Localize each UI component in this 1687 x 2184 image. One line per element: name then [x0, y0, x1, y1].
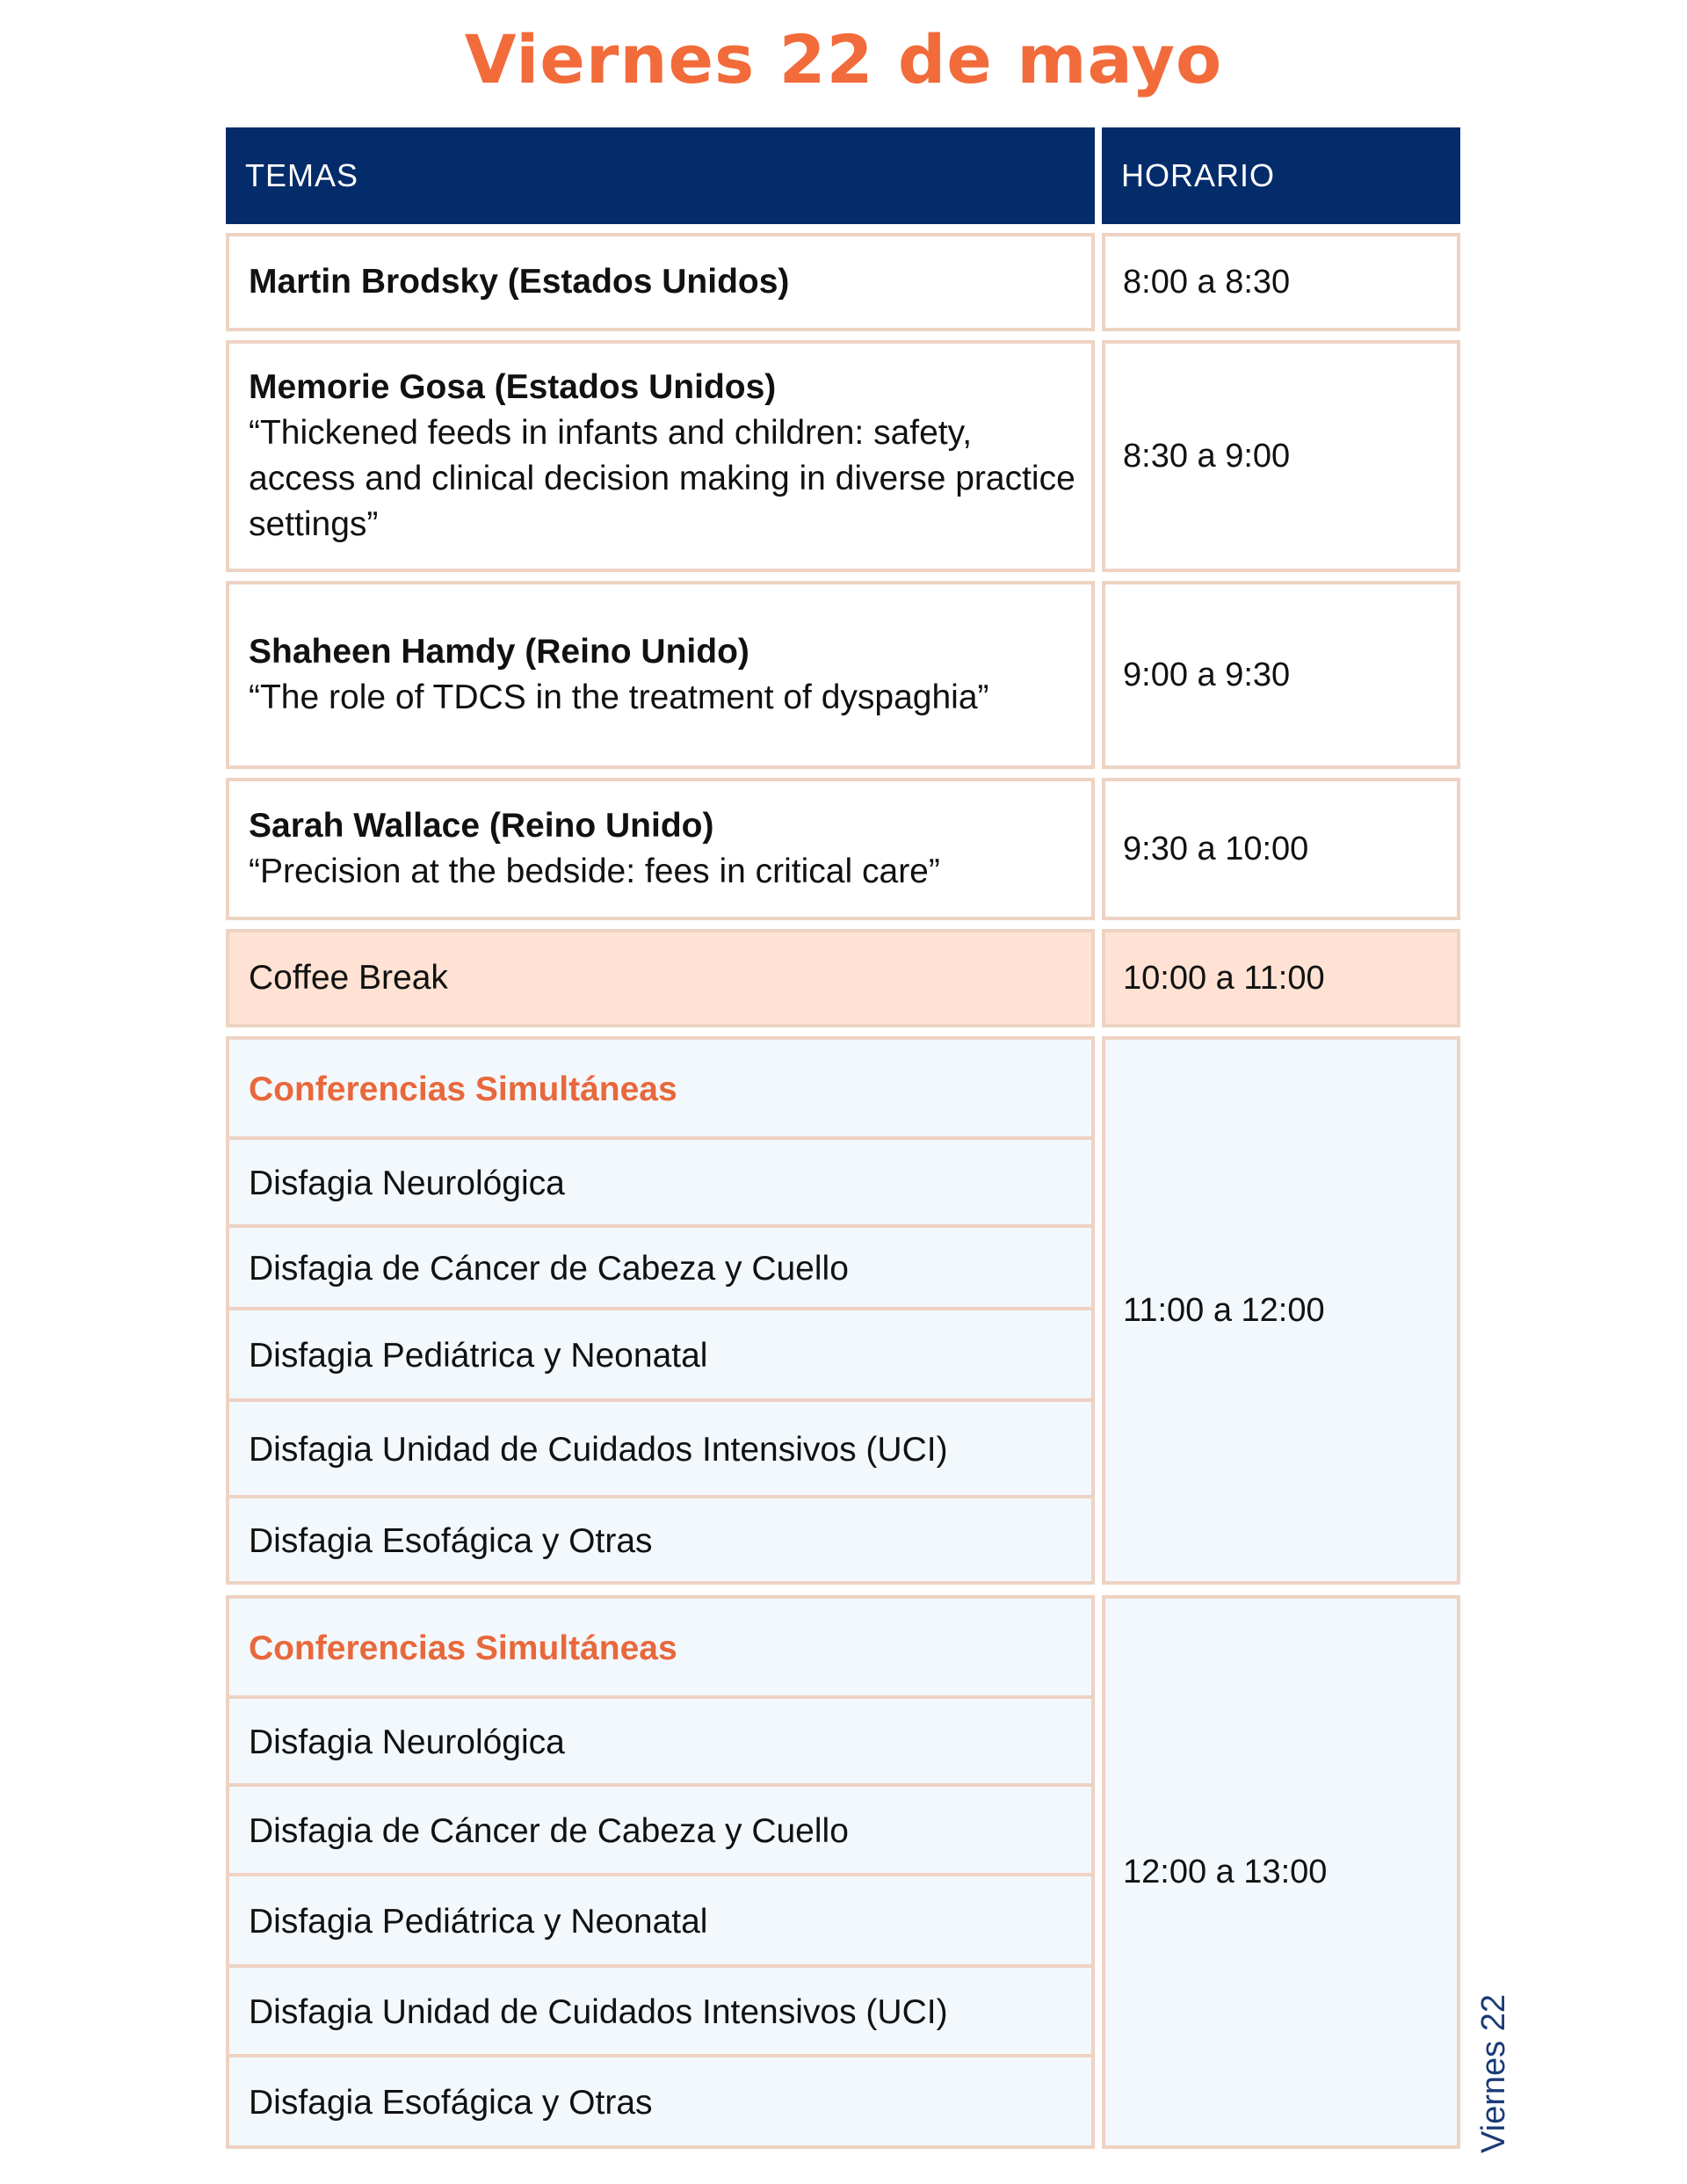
time-value: 8:30 a 9:00: [1123, 438, 1291, 475]
session-1-item: [226, 1224, 1095, 1310]
session-2-item: [226, 2054, 1095, 2149]
talk-title: “The role of TDCS in the treatment of dyspaghia”: [249, 678, 989, 716]
coffee-break-row: [226, 929, 1095, 1027]
topic-row-1: [226, 233, 1095, 331]
session-topic: Disfagia Unidad de Cuidados Intensivos (UCI): [249, 1993, 948, 2031]
session-1-item: [226, 1136, 1095, 1228]
session-2-item: [226, 1873, 1095, 1968]
page-title: Viernes 22 de mayo: [464, 20, 1223, 98]
session-1-item: [226, 1495, 1095, 1585]
time-row-3: [1102, 581, 1460, 769]
time-value: 9:30 a 10:00: [1123, 831, 1309, 867]
session-heading: Conferencias Simultáneas: [249, 1070, 677, 1108]
header-horario: HORARIO: [1102, 127, 1460, 224]
time-value: 8:00 a 8:30: [1123, 264, 1291, 301]
session-topic: Disfagia Esofágica y Otras: [249, 2084, 653, 2122]
session-topic: Disfagia Neurológica: [249, 1165, 565, 1202]
time-row-2: [1102, 340, 1460, 572]
session-topic: Disfagia Pediátrica y Neonatal: [249, 1337, 708, 1375]
topic-row-4: [226, 778, 1095, 920]
session-topic: Disfagia de Cáncer de Cabeza y Cuello: [249, 1250, 849, 1288]
session-1-item: [226, 1398, 1095, 1498]
session-topic: Disfagia Pediátrica y Neonatal: [249, 1903, 708, 1941]
session-topic: Disfagia Neurológica: [249, 1723, 565, 1761]
session-topic: Disfagia Esofágica y Otras: [249, 1522, 653, 1560]
topic-row-3: [226, 581, 1095, 769]
session-1-heading: [226, 1036, 1095, 1140]
header-temas: TEMAS: [226, 127, 1095, 224]
session-topic: Disfagia Unidad de Cuidados Intensivos (UCI): [249, 1431, 948, 1469]
coffee-break-time: [1102, 929, 1460, 1027]
break-label: Coffee Break: [249, 959, 448, 997]
time-row-4: [1102, 778, 1460, 920]
time-row-1: [1102, 233, 1460, 331]
session-topic: Disfagia de Cáncer de Cabeza y Cuello: [249, 1812, 849, 1850]
session-2-heading: [226, 1595, 1095, 1699]
session-2-item: [226, 1783, 1095, 1876]
talk-title: “Precision at the bedside: fees in critical care”: [249, 853, 940, 890]
session-2-item: [226, 1695, 1095, 1787]
time-value: 12:00 a 13:00: [1123, 1854, 1328, 1890]
session-2-item: [226, 1964, 1095, 2057]
time-value: 9:00 a 9:30: [1123, 657, 1291, 693]
speaker-name: Sarah Wallace (Reino Unido): [249, 807, 714, 845]
topic-row-2: [226, 340, 1095, 572]
speaker-name: Martin Brodsky (Estados Unidos): [249, 263, 790, 301]
speaker-name: Shaheen Hamdy (Reino Unido): [249, 633, 749, 671]
time-value: 11:00 a 12:00: [1123, 1292, 1325, 1329]
side-label: Viernes 22: [1475, 1994, 1512, 2153]
session-2-time: [1102, 1595, 1460, 2149]
session-1-item: [226, 1307, 1095, 1402]
speaker-name: Memorie Gosa (Estados Unidos): [249, 368, 777, 406]
time-value: 10:00 a 11:00: [1123, 960, 1325, 997]
session-heading: Conferencias Simultáneas: [249, 1629, 677, 1667]
session-1-time: [1102, 1036, 1460, 1585]
talk-title: “Thickened feeds in infants and children: safety, access and clinical decision making in diverse practice settings”: [249, 414, 1075, 543]
